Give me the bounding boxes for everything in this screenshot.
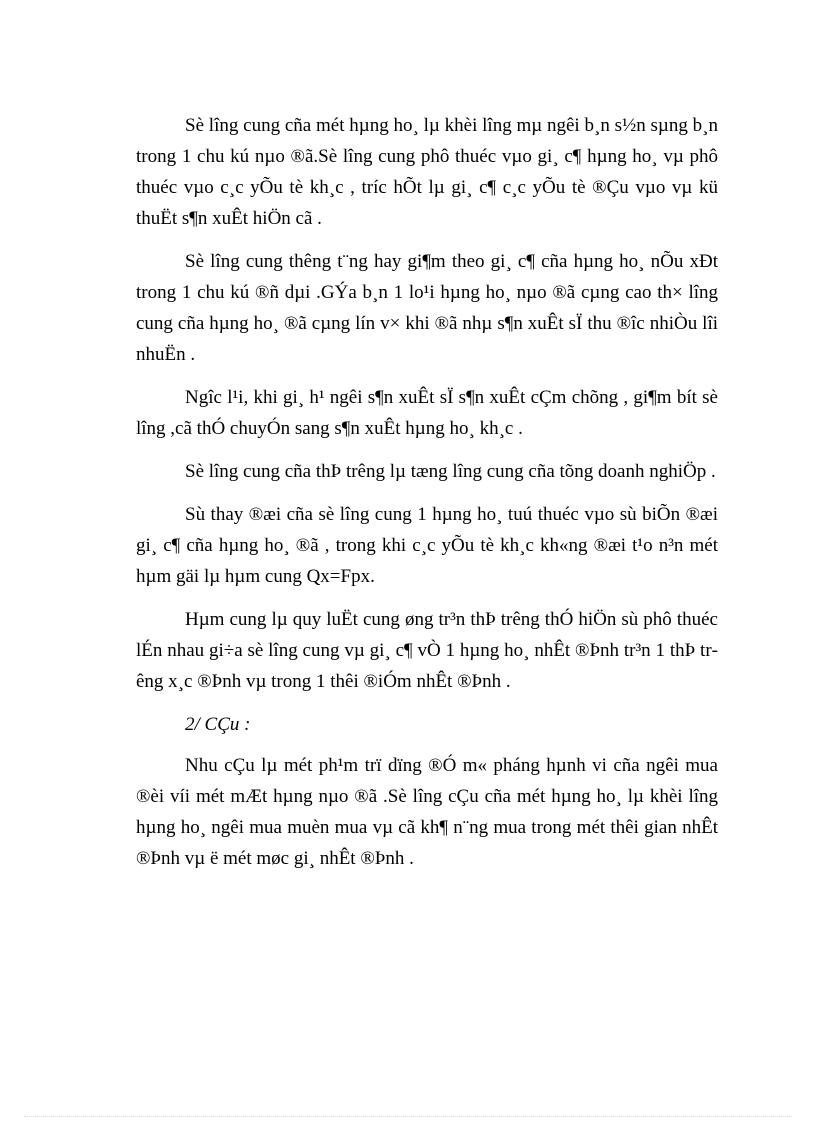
section-heading-demand: 2/ CÇu : [185,714,251,735]
paragraph-supply-definition: Sè lîng cung cña mét hµng ho¸ lµ khèi lîng mµ ngêi b¸n s½n sµng b¸n trong 1 chu kú nµo ®ã.Sè lîng cung phô thuéc vµo gi¸ c¶ hµng ho¸ vµ phô thuéc vµo c¸c yÕu tè kh¸c , tríc hÕt lµ gi¸ c¶ c¸c yÕu tè ®Çu vµo vµ kü thuËt s¶n xuÊt hiÖn cã . [136,115,718,229]
document-body [136,110,718,886]
paragraph-supply-price-relation: Sè lîng cung thêng t¨ng hay gi¶m theo gi¸ c¶ cña hµng ho¸ nÕu xÐt trong 1 chu kú ®ñ dµi .GÝa b¸n 1 lo¹i hµng ho¸ nµo ®ã cµng cao th× lîng cung cña hµng ho¸ ®ã cµng lín v× khi ®ã nhµ s¶n xuÊt sÏ thu ®îc nhiÒu lîi nhuËn . [136,251,718,365]
page-bottom-divider [24,1116,792,1117]
paragraph-market-supply: Sè lîng cung cña thÞ trêng lµ tæng lîng cung cña tõng doanh nghiÖp . [185,461,716,482]
paragraph-supply-law: Hµm cung lµ quy luËt cung øng tr³n thÞ trêng thÓ hiÖn sù phô thuéc lÉn nhau gi÷a sè lîng cung vµ gi¸ c¶ vÒ 1 hµng ho¸ nhÊt ®Þnh tr³n 1 thÞ trêng x¸c ®Þnh vµ trong 1 thêi ®iÓm nhÊt ®Þnh . [136,609,718,692]
paragraph-supply-function: Sù thay ®æi cña sè lîng cung 1 hµng ho¸ tuú thuéc vµo sù biÕn ®æi gi¸ c¶ cña hµng ho¸ ®ã , trong khi c¸c yÕu tè kh¸c kh«ng ®æi t¹o n³n mét hµm gäi lµ hµm cung Qx=Fpx. [136,504,718,587]
paragraph-demand-definition: Nhu cÇu lµ mét ph¹m trï dïng ®Ó m« pháng hµnh vi cña ngêi mua ®èi víi mét mÆt hµng nµo ®ã .Sè lîng cÇu cña mét hµng ho¸ lµ khèi lîng hµng ho¸ ngêi mua muèn mua vµ cã kh¶ n¨ng mua trong mét thêi gian nhÊt ®Þnh vµ ë mét møc gi¸ nhÊt ®Þnh . [136,755,718,869]
paragraph-price-decrease: Ngîc l¹i, khi gi¸ h¹ ngêi s¶n xuÊt sÏ s¶n xuÊt cÇm chõng , gi¶m bít sè lîng ,cã thÓ chuyÓn sang s¶n xuÊt hµng ho¸ kh¸c . [136,387,718,439]
